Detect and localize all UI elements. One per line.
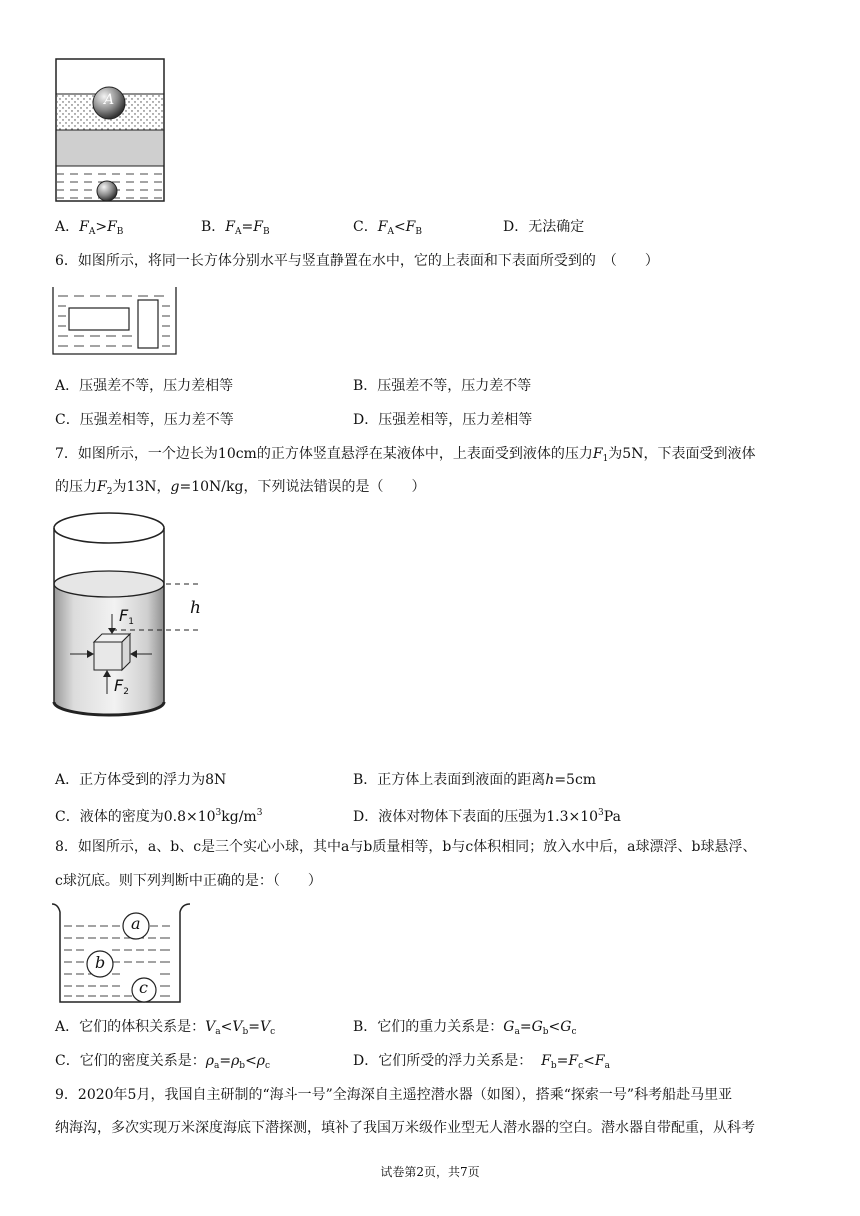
q8-stem-line2: c球沉底。则下列判断中正确的是：（ ） [55, 873, 322, 889]
q8-option-a: A．它们的体积关系是：$V_a<V_b=V_c$ [55, 1019, 276, 1037]
q8-ball-c-label: c [139, 978, 148, 997]
q6-option-c: C．压强差相等，压力差不等 [55, 412, 234, 428]
q8-ball-a-label: a [131, 914, 141, 933]
q6-figure [52, 286, 178, 356]
q5-option-d: D．无法确定 [503, 219, 585, 235]
q6-option-d: D．压强差相等，压力差相等 [353, 412, 533, 428]
q7-option-b: B．正方体上表面到液面的距离h=5cm [353, 772, 597, 788]
q9-stem-line2: 纳海沟，多次实现万米深度海底下潜探测，填补了我国万米级作业型无人潜水器的空白。潜水器自带配重，从科考 [55, 1120, 755, 1136]
q8-option-d: D．它们所受的浮力关系是： $F_b=F_c<F_a$ [353, 1053, 610, 1071]
q7-stem-line2: 的压力$F_2$为13N，g=10N/kg，下列说法错误的是（ ） [55, 479, 426, 497]
q9-stem-line1: 9．2020年5月，我国自主研制的“海斗一号”全海深自主遥控潜水器（如图），搭乘“探索一号”科考船赴马里亚 [55, 1087, 733, 1103]
q7-option-d: D．液体对物体下表面的压强为$1.3\times 10^3Pa$ [353, 808, 621, 825]
q6-stem: 6．如图所示，将同一长方体分别水平与竖直静置在水中，它的上表面和下表面所受到的 （ ） [55, 253, 659, 269]
q7-option-c: C．液体的密度为$0.8\times 10^3kg/m^3$ [55, 808, 263, 825]
page-footer: 试卷第2页，共7页 [380, 1165, 480, 1179]
q5-figure [55, 58, 167, 204]
q8-stem-line1: 8．如图所示，a、b、c是三个实心小球，其中a与b质量相等，b与c体积相同；放入水中后，a球漂浮、b球悬浮、 [55, 839, 757, 855]
q7-f2-label: $F_2$ [114, 676, 129, 697]
q7-f1-label: $F_1$ [119, 606, 134, 627]
q7-stem-line1: 7．如图所示，一个边长为10cm的正方体竖直悬浮在某液体中，上表面受到液体的压力$F_1$为5N，下表面受到液体 [55, 446, 756, 464]
q6-option-a: A．压强差不等，压力差相等 [55, 378, 234, 394]
q7-option-a: A．正方体受到的浮力为8N [55, 772, 227, 788]
q8-option-c: C．它们的密度关系是：$\rho_a=\rho_b<\rho_c$ [55, 1053, 271, 1071]
q5-option-c: C．$F_A<F_B$ [353, 219, 423, 237]
q6-option-b: B．压强差不等，压力差不等 [353, 378, 532, 394]
q5-ball-label: A [104, 92, 115, 108]
q8-option-b: B．它们的重力关系是：$G_a=G_b<G_c$ [353, 1019, 577, 1037]
q7-h-label: h [190, 598, 201, 618]
q5-option-b: B．$F_A=F_B$ [201, 219, 270, 237]
q5-option-a: A．$F_A>F_B$ [55, 219, 124, 237]
q8-figure [50, 902, 192, 1006]
q8-ball-b-label: b [95, 953, 106, 972]
